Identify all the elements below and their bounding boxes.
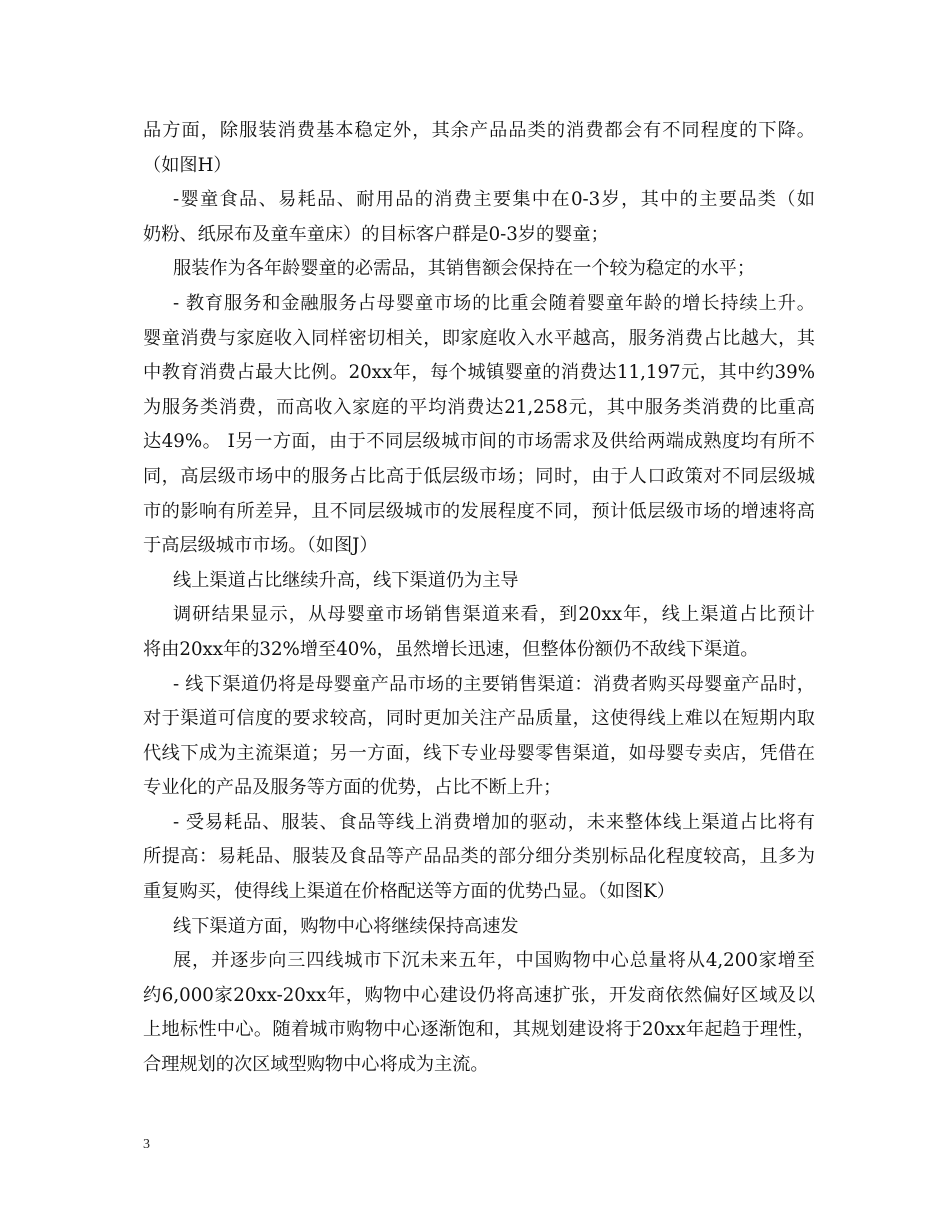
text-line: 达49%。 I另一方面，由于不同层级城市间的市场需求及供给两端成熟度均有所不: [143, 431, 815, 453]
text-line: 为服务类消费，而高收入家庭的平均消费达21,258元，其中服务类消费的比重高: [143, 396, 815, 418]
section-heading: 线下渠道方面，购物中心将继续保持高速发: [173, 915, 519, 937]
text-line: 约6,000家20xx-20xx年，购物中心建设仍将高速扩张，开发商依然偏好区域及以: [143, 984, 815, 1006]
text-line: （如图H）: [143, 154, 232, 176]
text-line: 展，并逐步向三四线城市下沉未来五年，中国购物中心总量将从4,200家增至: [173, 950, 815, 972]
text-line: 专业化的产品及服务等方面的优势，占比不断上升；: [143, 777, 562, 799]
text-line: 对于渠道可信度的要求较高，同时更加关注产品质量，这使得线上难以在短期内取: [143, 708, 815, 730]
page-number: 3: [143, 1137, 150, 1152]
text-line: 上地标性中心。随着城市购物中心逐渐饱和，其规划建设将于20xx年起趋于理性，: [143, 1019, 815, 1041]
text-line: 中教育消费占最大比例。20xx年，每个城镇婴童的消费达11,197元，其中约39%: [143, 362, 815, 384]
text-line: 重复购买，使得线上渠道在价格配送等方面的优势凸显。（如图K）: [143, 881, 675, 903]
text-line: 代线下成为主流渠道；另一方面，线下专业母婴零售渠道，如母婴专卖店，凭借在: [143, 742, 815, 764]
text-line: 奶粉、纸尿布及童车童床）的目标客户群是0-3岁的婴童；: [143, 223, 609, 245]
text-line: 将由20xx年的32%增至40%，虽然增长迅速，但整体份额仍不敌线下渠道。: [143, 638, 759, 660]
text-line: 所提高：易耗品、服装及食品等产品品类的部分细分类别标品化程度较高，且多为: [143, 846, 815, 868]
text-line: 婴童消费与家庭收入同样密切相关，即家庭收入水平越高，服务消费占比越大，其: [143, 327, 815, 349]
document-body: [143, 114, 815, 1083]
text-line: 调研结果显示，从母婴童市场销售渠道来看，到20xx年，线上渠道占比预计: [173, 604, 815, 626]
text-line: 品方面，除服装消费基本稳定外，其余产品品类的消费都会有不同程度的下降。: [143, 120, 815, 141]
text-line: 合理规划的次区域型购物中心将成为主流。: [143, 1054, 489, 1076]
text-line: 于高层级城市市场。（如图J）: [143, 535, 378, 557]
text-line: - 教育服务和金融服务占母婴童市场的比重会随着婴童年龄的增长持续上升。: [173, 292, 815, 314]
text-line: -婴童食品、易耗品、耐用品的消费主要集中在0-3岁，其中的主要品类（如: [173, 189, 815, 211]
text-line: 市的影响有所差异，且不同层级城市的发展程度不同，预计低层级市场的增速将高: [143, 500, 815, 522]
text-line: - 线下渠道仍将是母婴童产品市场的主要销售渠道：消费者购买母婴童产品时，: [173, 673, 815, 695]
text-line: 同，高层级市场中的服务占比高于低层级市场；同时，由于人口政策对不同层级城: [143, 465, 815, 487]
section-heading: 线上渠道占比继续升高，线下渠道仍为主导: [173, 569, 519, 591]
text-line: - 受易耗品、服装、食品等线上消费增加的驱动，未来整体线上渠道占比将有: [173, 811, 815, 833]
text-line: 服装作为各年龄婴童的必需品，其销售额会保持在一个较为稳定的水平；: [173, 258, 756, 280]
